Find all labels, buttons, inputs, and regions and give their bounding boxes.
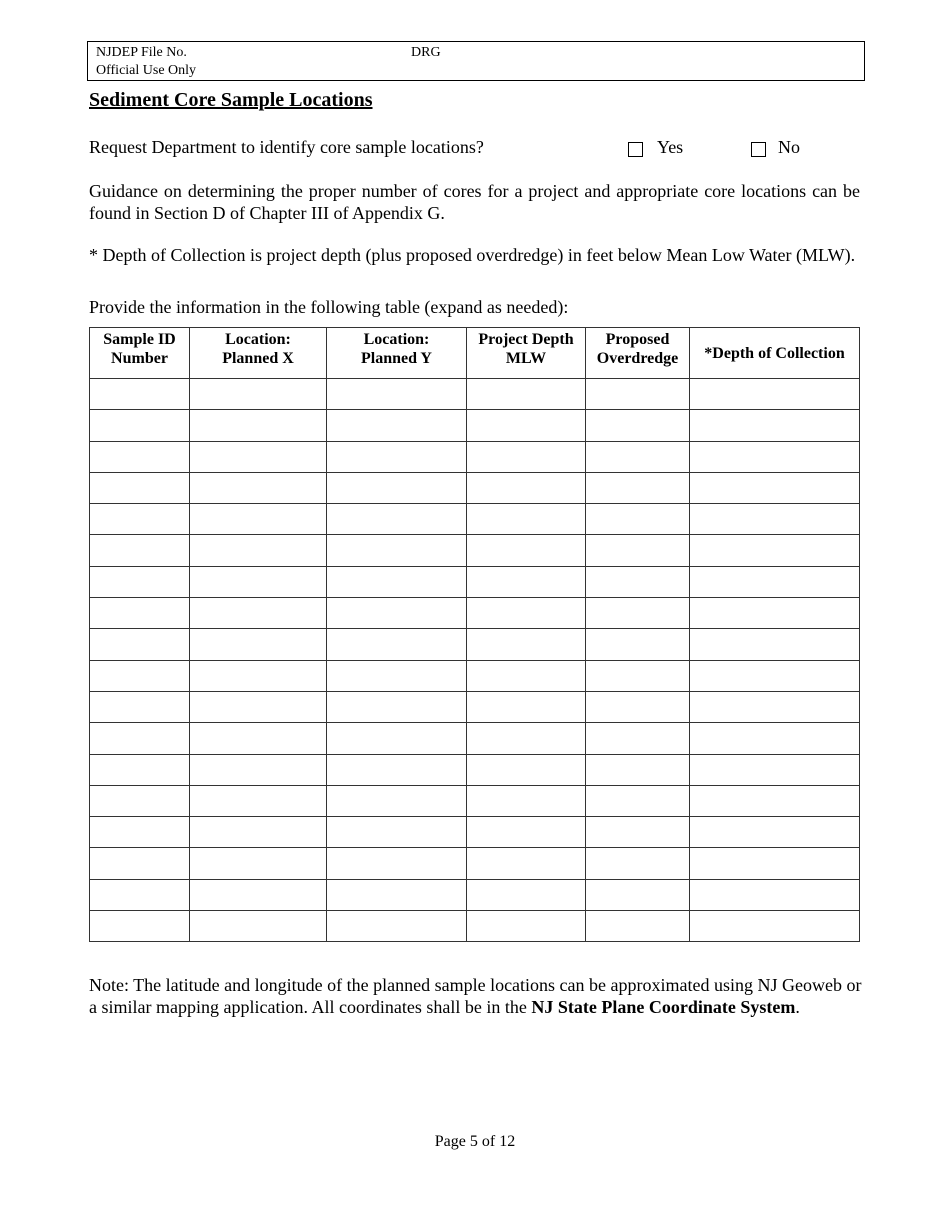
table-cell[interactable]: [90, 629, 190, 660]
guidance-paragraph: Guidance on determining the proper number of cores for a project and appropriate core locations can be found in Section D of Chapter III of Appendix G.: [89, 181, 860, 223]
table-cell[interactable]: [467, 598, 586, 629]
table-cell[interactable]: [690, 723, 860, 754]
table-cell[interactable]: [90, 410, 190, 441]
table-cell[interactable]: [90, 911, 190, 942]
table-cell[interactable]: [327, 629, 467, 660]
depth-note-paragraph: * Depth of Collection is project depth (plus proposed overdredge) in feet below Mean Low Water (MLW).: [89, 245, 856, 265]
table-cell[interactable]: [90, 817, 190, 848]
official-use-box: [87, 41, 865, 81]
table-cell[interactable]: [690, 472, 860, 503]
table-cell[interactable]: [467, 785, 586, 816]
table-row: [90, 441, 860, 472]
planned-x-header: [190, 328, 327, 379]
table-cell[interactable]: [327, 911, 467, 942]
table-cell[interactable]: [90, 535, 190, 566]
project-depth-header: [467, 328, 586, 379]
table-cell[interactable]: [586, 598, 690, 629]
table-cell[interactable]: [586, 504, 690, 535]
table-cell[interactable]: [90, 691, 190, 722]
table-cell[interactable]: [690, 504, 860, 535]
table-cell[interactable]: [690, 660, 860, 691]
table-cell[interactable]: [586, 785, 690, 816]
table-cell[interactable]: [190, 504, 327, 535]
depth-of-collection-header: [690, 328, 860, 379]
proposed-overdredge-header: [586, 328, 690, 379]
table-cell[interactable]: [90, 723, 190, 754]
table-cell[interactable]: [586, 848, 690, 879]
table-cell[interactable]: [467, 441, 586, 472]
table-cell[interactable]: [690, 379, 860, 410]
table-row: [90, 848, 860, 879]
table-cell[interactable]: [327, 504, 467, 535]
table-cell[interactable]: [586, 472, 690, 503]
table-cell[interactable]: [327, 754, 467, 785]
table-cell[interactable]: [467, 535, 586, 566]
table-row: [90, 817, 860, 848]
table-cell[interactable]: [690, 441, 860, 472]
table-cell[interactable]: [327, 848, 467, 879]
table-cell[interactable]: [327, 660, 467, 691]
table-cell[interactable]: [586, 629, 690, 660]
table-intro: Provide the information in the following table (expand as needed):: [89, 297, 569, 317]
file-no-label: NJDEP File No.: [96, 45, 187, 60]
table-cell[interactable]: [327, 879, 467, 910]
table-row: [90, 660, 860, 691]
table-cell[interactable]: [586, 691, 690, 722]
table-cell[interactable]: [690, 566, 860, 597]
table-cell[interactable]: [190, 472, 327, 503]
table-cell[interactable]: [586, 754, 690, 785]
table-cell[interactable]: [190, 691, 327, 722]
table-cell[interactable]: [90, 472, 190, 503]
sample-locations-table: [89, 327, 860, 942]
table-cell[interactable]: [190, 660, 327, 691]
table-cell[interactable]: [586, 441, 690, 472]
table-cell[interactable]: [90, 379, 190, 410]
yes-label: Yes: [657, 137, 684, 157]
table-cell[interactable]: [467, 410, 586, 441]
table-cell[interactable]: [467, 848, 586, 879]
table-cell[interactable]: [467, 911, 586, 942]
table-cell[interactable]: [327, 817, 467, 848]
table-cell[interactable]: [190, 817, 327, 848]
table-cell[interactable]: [586, 535, 690, 566]
table-cell[interactable]: [467, 660, 586, 691]
table-cell[interactable]: [467, 629, 586, 660]
table-cell[interactable]: [690, 598, 860, 629]
table-cell[interactable]: [190, 629, 327, 660]
header-line2: Planned Y: [361, 350, 432, 367]
table-cell[interactable]: [90, 879, 190, 910]
header-line1: Location:: [225, 331, 291, 348]
coordinate-note: [89, 974, 869, 1018]
table-cell[interactable]: [190, 723, 327, 754]
official-use-label: Official Use Only: [96, 63, 197, 78]
header-line1: *Depth of Collection: [704, 344, 845, 362]
table-row: [90, 566, 860, 597]
table-cell[interactable]: [690, 848, 860, 879]
table-cell[interactable]: [327, 691, 467, 722]
table-cell[interactable]: [327, 566, 467, 597]
table-cell[interactable]: [586, 817, 690, 848]
section-title: Sediment Core Sample Locations: [89, 89, 373, 111]
table-cell[interactable]: [327, 785, 467, 816]
table-row: [90, 629, 860, 660]
table-cell[interactable]: [467, 723, 586, 754]
table-cell[interactable]: [190, 566, 327, 597]
header-line1: Sample ID: [103, 331, 176, 348]
header-line2: Planned X: [222, 350, 294, 367]
table-row: [90, 911, 860, 942]
table-cell[interactable]: [327, 598, 467, 629]
table-cell[interactable]: [586, 879, 690, 910]
sample-id-header: [90, 328, 190, 379]
table-cell[interactable]: [690, 535, 860, 566]
table-cell[interactable]: [467, 691, 586, 722]
table-cell[interactable]: [90, 660, 190, 691]
table-cell[interactable]: [190, 911, 327, 942]
table-row: [90, 535, 860, 566]
table-row: [90, 785, 860, 816]
table-cell[interactable]: [90, 598, 190, 629]
table-cell[interactable]: [586, 566, 690, 597]
page-number: Page 5 of 12: [434, 1133, 516, 1150]
table-cell[interactable]: [90, 785, 190, 816]
note-prefix: Note: The latitude and longitude of the planned sample locations can be approximated using NJ Geoweb or a similar mapping application. All coordinates shall be in the: [89, 975, 862, 1017]
table-cell[interactable]: [90, 848, 190, 879]
table-cell[interactable]: [327, 441, 467, 472]
table-row: [90, 504, 860, 535]
table-cell[interactable]: [690, 629, 860, 660]
table-cell[interactable]: [586, 410, 690, 441]
table-cell[interactable]: [467, 566, 586, 597]
request-question: Request Department to identify core sample locations?: [89, 137, 484, 157]
file-no-value: DRG: [411, 45, 441, 60]
no-label: No: [778, 137, 800, 157]
table-cell[interactable]: [190, 754, 327, 785]
header-line1: Location:: [363, 331, 430, 348]
table-row: [90, 723, 860, 754]
header-line2: Overdredge: [596, 350, 679, 367]
note-emphasis: NJ State Plane Coordinate System: [531, 997, 796, 1017]
header-line2: MLW: [505, 350, 547, 367]
table-header-row: [90, 328, 860, 379]
header-line2: Number: [111, 350, 168, 367]
table-cell[interactable]: [586, 723, 690, 754]
table-cell[interactable]: [327, 723, 467, 754]
planned-y-header: [327, 328, 467, 379]
table-cell[interactable]: [586, 660, 690, 691]
table-cell[interactable]: [327, 472, 467, 503]
table-cell[interactable]: [690, 879, 860, 910]
table-cell[interactable]: [190, 848, 327, 879]
table-cell[interactable]: [467, 472, 586, 503]
table-cell[interactable]: [467, 817, 586, 848]
header-line1: Proposed: [605, 331, 670, 348]
table-cell[interactable]: [90, 504, 190, 535]
table-cell[interactable]: [586, 911, 690, 942]
yes-checkbox[interactable]: [628, 142, 643, 157]
table-cell[interactable]: [586, 379, 690, 410]
table-cell[interactable]: [90, 566, 190, 597]
table-cell[interactable]: [690, 410, 860, 441]
table-row: [90, 379, 860, 410]
table-cell[interactable]: [690, 785, 860, 816]
table-cell[interactable]: [327, 410, 467, 441]
table-row: [90, 754, 860, 785]
table-row: [90, 879, 860, 910]
table-cell[interactable]: [690, 817, 860, 848]
table-cell[interactable]: [467, 879, 586, 910]
table-cell[interactable]: [467, 504, 586, 535]
table-cell[interactable]: [690, 754, 860, 785]
table-cell[interactable]: [190, 879, 327, 910]
table-row: [90, 598, 860, 629]
table-row: [90, 472, 860, 503]
table-cell[interactable]: [190, 535, 327, 566]
table-row: [90, 410, 860, 441]
table-cell[interactable]: [190, 379, 327, 410]
table-row: [90, 691, 860, 722]
table-cell[interactable]: [467, 379, 586, 410]
note-suffix: .: [795, 997, 800, 1017]
table-cell[interactable]: [327, 535, 467, 566]
no-checkbox[interactable]: [751, 142, 766, 157]
table-cell[interactable]: [690, 691, 860, 722]
table-cell[interactable]: [90, 441, 190, 472]
table-cell[interactable]: [327, 379, 467, 410]
table-cell[interactable]: [90, 754, 190, 785]
table-cell[interactable]: [467, 754, 586, 785]
table-cell[interactable]: [690, 911, 860, 942]
table-cell[interactable]: [190, 785, 327, 816]
table-cell[interactable]: [190, 598, 327, 629]
table-cell[interactable]: [190, 441, 327, 472]
header-line1: Project Depth: [478, 331, 574, 348]
table-cell[interactable]: [190, 410, 327, 441]
